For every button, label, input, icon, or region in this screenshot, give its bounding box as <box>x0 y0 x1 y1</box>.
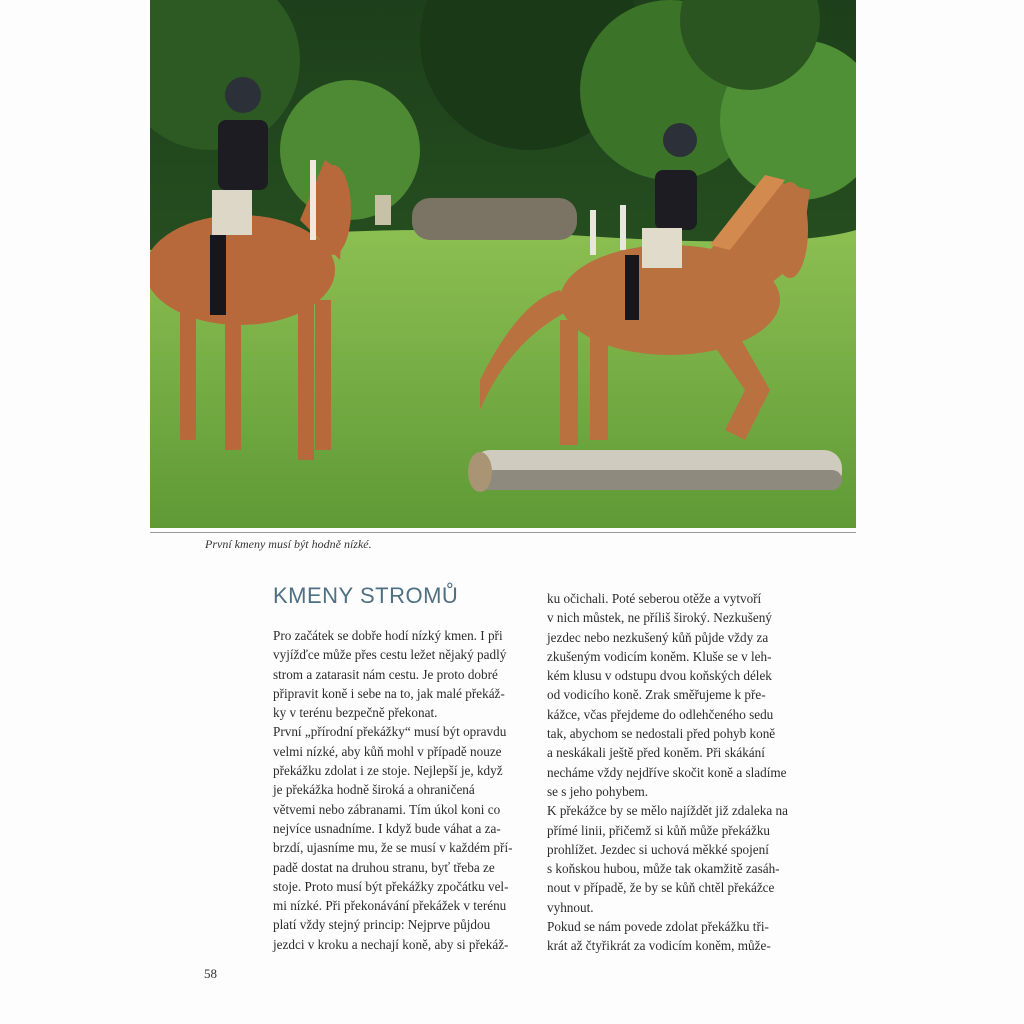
text-line: připravit koně i sebe na to, jak malé překáž- <box>273 685 505 701</box>
text-line: je překážka hodně široká a ohraničená <box>273 782 475 798</box>
text-line: přímé linii, přičemž si kůň může překážku <box>547 822 771 838</box>
text-line: s koňskou hubou, může tak okamžitě zasáh- <box>547 861 780 877</box>
photo-illustration <box>150 0 856 528</box>
text-line: větvemi nebo zábranami. Tím úkol koni co <box>273 801 501 817</box>
text-line: nout v případě, že by se kůň chtěl překážce <box>547 880 775 896</box>
caption-divider <box>150 532 856 533</box>
text-line: První „přírodní překážky“ musí být opravdu <box>273 724 507 740</box>
text-line: ky v terénu bezpečně překonat. <box>273 705 438 721</box>
page-number: 58 <box>204 966 217 981</box>
text-line: se s jeho pohybem. <box>547 783 649 799</box>
text-line: vyjížďce může přes cestu ležet nějaký padlý <box>273 647 507 663</box>
text-line: strom a zatarasit nám cestu. Je proto dobré <box>273 666 498 682</box>
text-line: v nich můstek, ne příliš široký. Nezkušený <box>547 610 772 626</box>
text-line: krát až čtyřikrát za vodicím koněm, může- <box>547 938 771 954</box>
text-line: platí vždy stejný princip: Nejprve půjdou <box>273 917 491 933</box>
text-line: Pro začátek se dobře hodí nízký kmen. I při <box>273 628 503 643</box>
text-line: kážce, včas přejdeme do odlehčeného sedu <box>547 706 774 722</box>
text-line: a neskákali ještě před koněm. Při skákání <box>547 745 765 761</box>
text-line: velmi nízké, aby kůň mohl v případě nouze <box>273 743 502 759</box>
text-line: K překážce by se mělo najíždět již zdaleka na <box>547 803 788 819</box>
text-line: tak, abychom se nedostali před pohyb koně <box>547 726 776 742</box>
text-line: překážku zdolat i ze stoje. Nejlepší je, když <box>273 763 503 779</box>
text-line: kém klusu v odstupu dvou koňských délek <box>547 668 772 684</box>
text-line: zkušeným vodicím koněm. Kluše se v leh- <box>547 648 772 664</box>
photo-caption: První kmeny musí být hodně nízké. <box>205 537 372 551</box>
text-line: padě dostat na druhou stranu, byť třeba ze <box>273 859 495 875</box>
text-line: stoje. Proto musí být překážky zpočátku vel- <box>273 878 509 894</box>
text-line: ku očichali. Poté seberou otěže a vytvoří <box>547 591 762 606</box>
photo-horses-jumping-log <box>150 0 856 528</box>
text-line: nejvíce usnadníme. I když bude váhat a za- <box>273 820 501 836</box>
text-line: prohlížet. Jezdec si uchová měkké spojení <box>547 841 769 857</box>
text-line: brzdí, ujasníme mu, že se musí v každém pří- <box>273 840 513 856</box>
text-column-right <box>547 589 803 956</box>
text-line: jezdci v kroku a nechají koně, aby si překáž- <box>273 936 509 952</box>
text-line: Pokud se nám povede zdolat překážku tři- <box>547 919 769 935</box>
section-heading: KMENY STROMŮ <box>273 583 459 608</box>
text-line: jezdec nebo nezkušený kůň půjde vždy za <box>547 629 769 645</box>
text-line: od vodicího koně. Zrak směřujeme k pře- <box>547 687 766 703</box>
text-line: vyhnout. <box>547 899 594 915</box>
text-line: necháme vždy nejdříve skočit koně a sladíme <box>547 764 787 780</box>
text-column-left <box>273 626 529 954</box>
text-line: mi nízké. Při překonávání překážek v terénu <box>273 898 507 914</box>
